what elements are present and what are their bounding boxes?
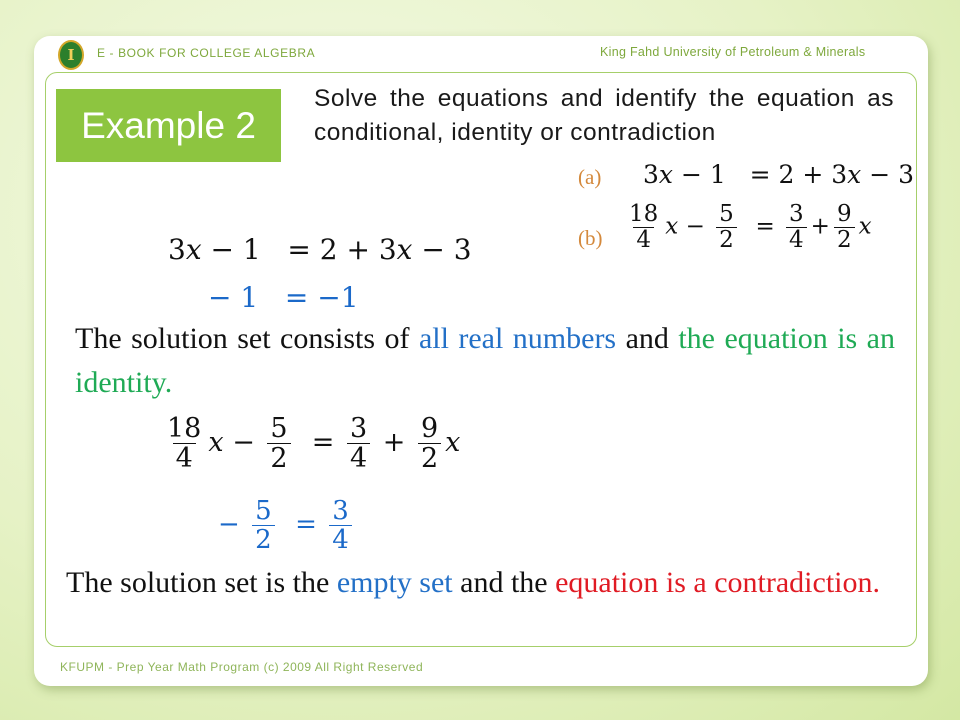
variable-x: x: [847, 160, 862, 189]
book-title: E - BOOK FOR COLLEGE ALGEBRA: [97, 46, 316, 60]
numerator: 3: [332, 496, 349, 526]
text-segment: and: [616, 322, 679, 355]
numerator: 5: [270, 413, 288, 444]
solution-b-step-2: [218, 497, 356, 554]
operator: +: [382, 427, 406, 459]
part-b-label: (b): [578, 226, 603, 250]
fraction: [267, 414, 290, 473]
university-name: King Fahd University of Petroleum & Minerals: [600, 45, 866, 59]
denominator: 4: [786, 227, 807, 253]
numerator: 18: [629, 201, 659, 227]
copyright-footer: KFUPM - Prep Year Math Program (c) 2009 All Right Reserved: [60, 660, 424, 674]
term: 3: [643, 160, 659, 189]
text-segment: and the: [452, 566, 556, 599]
denominator: 2: [418, 443, 441, 473]
denominator: 4: [329, 525, 352, 554]
equation-b: [622, 202, 872, 253]
operator: +: [810, 213, 830, 240]
part-a-label: (a): [578, 165, 602, 189]
denominator: 4: [633, 227, 654, 253]
equals-sign: =: [311, 427, 335, 459]
denominator: 2: [716, 227, 737, 253]
term: − 3: [861, 160, 915, 189]
term: − 1: [673, 160, 726, 189]
denominator: 4: [347, 443, 370, 473]
fraction: [347, 414, 370, 473]
numerator: 3: [789, 201, 804, 227]
solution-b-step-1: [160, 414, 460, 473]
operator: −: [218, 509, 240, 540]
denominator: 4: [173, 443, 196, 473]
term: −1: [317, 281, 359, 314]
denominator: 2: [834, 227, 855, 253]
variable-x: x: [858, 213, 872, 240]
variable-x: x: [445, 427, 461, 459]
fraction: [626, 202, 661, 253]
solution-b-conclusion: [66, 561, 896, 605]
example-label: Example 2: [56, 89, 281, 162]
numerator: 5: [719, 201, 734, 227]
equals-sign: =: [755, 213, 775, 240]
highlight-empty-set: empty set: [336, 566, 453, 599]
fraction: [164, 414, 204, 473]
variable-x: x: [185, 233, 202, 266]
term: − 1: [201, 233, 261, 266]
solution-a-conclusion: [75, 317, 895, 405]
fraction: [834, 202, 855, 253]
term: 2 + 3: [319, 233, 397, 266]
numerator: 9: [420, 413, 439, 444]
text-segment: The solution set is the: [66, 566, 337, 599]
term: − 1: [208, 281, 259, 314]
denominator: 2: [267, 443, 290, 473]
kfupm-seal-icon: I: [58, 40, 84, 70]
fraction: [329, 497, 352, 554]
fraction: [252, 497, 275, 554]
fraction: [418, 414, 441, 473]
variable-x: x: [208, 427, 224, 459]
equals-sign: =: [284, 281, 309, 314]
denominator: 2: [252, 525, 275, 554]
term: 3: [168, 233, 186, 266]
numerator: 5: [255, 496, 272, 526]
highlight-identity: the equation is an identity.: [75, 322, 895, 399]
fraction: [716, 202, 737, 253]
equals-sign: =: [287, 233, 311, 266]
numerator: 3: [349, 413, 368, 444]
highlight-contradiction: equation is a contradiction.: [555, 566, 880, 599]
variable-x: x: [396, 233, 413, 266]
operator: −: [232, 427, 255, 459]
equation-a: [643, 160, 914, 189]
numerator: 18: [167, 413, 202, 444]
operator: −: [685, 213, 705, 240]
solution-a-step-2: [208, 281, 359, 314]
term: − 3: [412, 233, 472, 266]
numerator: 9: [836, 201, 852, 227]
equals-sign: =: [295, 509, 317, 540]
variable-x: x: [665, 213, 679, 240]
fraction: [786, 202, 807, 253]
solution-a-step-1: [168, 233, 472, 266]
variable-x: x: [658, 160, 674, 189]
term: 2 + 3: [778, 160, 848, 189]
equals-sign: =: [749, 160, 771, 189]
problem-statement: Solve the equations and identify the equation as conditional, identity or contradiction: [314, 85, 894, 146]
highlight-all-real-numbers: all real numbers: [418, 322, 617, 355]
text-segment: The solution set consists of: [75, 322, 419, 355]
